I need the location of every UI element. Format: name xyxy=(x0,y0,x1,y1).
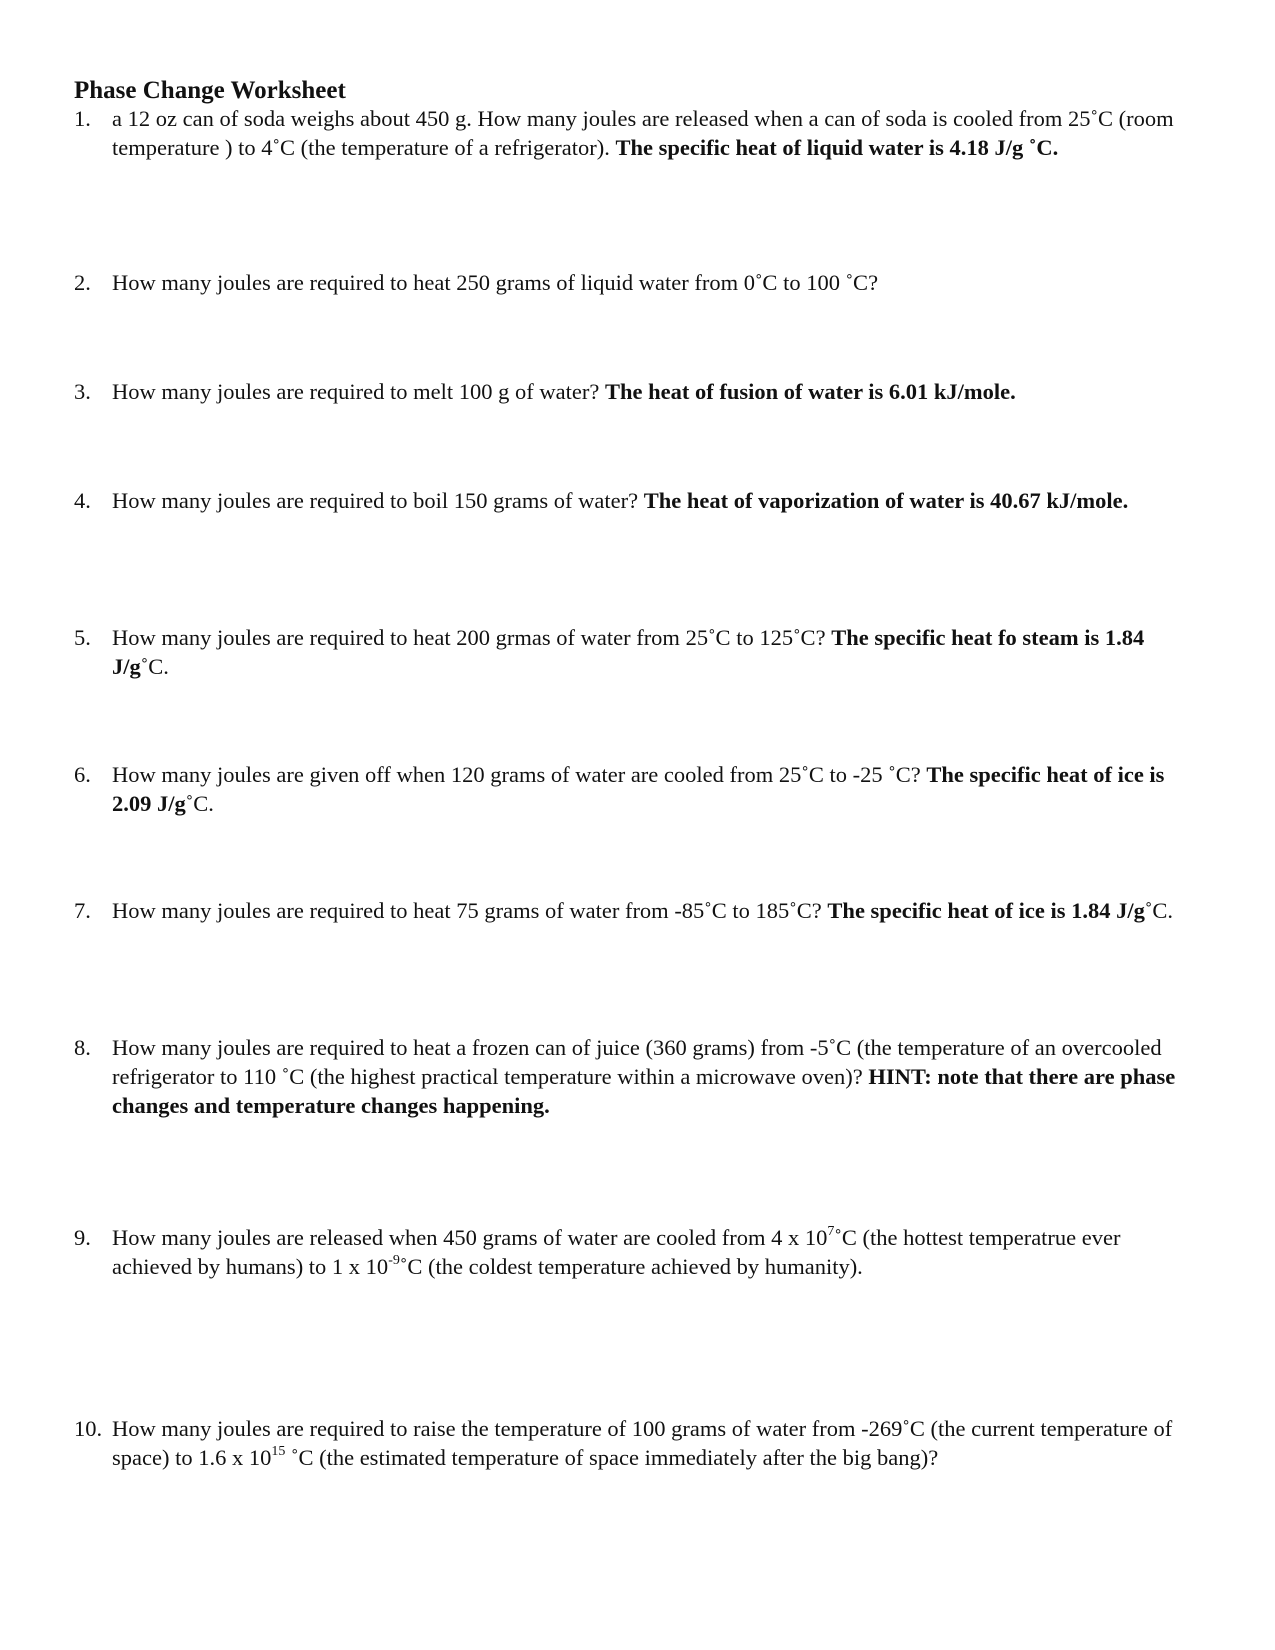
exponent: -9 xyxy=(388,1252,400,1268)
question-number: 2. xyxy=(74,270,91,295)
question-unit-tail: ˚C. xyxy=(140,654,169,679)
exponent: 7 xyxy=(827,1223,835,1239)
question-given: The specific heat of ice is 2.09 J/g xyxy=(112,762,1165,816)
question-7 xyxy=(74,896,1204,925)
question-given: The heat of fusion of water is 6.01 kJ/mole. xyxy=(604,379,1016,404)
question-text: How many joules are released when 450 grams of water are cooled from 4 x 10 xyxy=(112,1225,828,1250)
question-text: How many joules are required to melt 100 g of water? xyxy=(112,379,605,404)
question-hint: HINT: note that there are phase changes and temperature changes happening. xyxy=(112,1064,1176,1118)
question-unit-tail: ˚C. xyxy=(185,791,214,816)
question-given: The specific heat fo steam is 1.84 J/g xyxy=(112,625,1145,679)
question-number: 6. xyxy=(74,762,91,787)
question-8 xyxy=(74,1033,1204,1120)
question-2 xyxy=(74,268,1204,297)
question-number: 3. xyxy=(74,379,91,404)
question-4 xyxy=(74,486,1204,515)
question-6 xyxy=(74,760,1204,818)
question-text: ˚C (the estimated temperature of space immediately after the big bang)? xyxy=(285,1445,939,1470)
question-number: 9. xyxy=(74,1225,91,1250)
question-number: 1. xyxy=(74,106,91,131)
question-text: ˚C (the coldest temperature achieved by humanity). xyxy=(399,1254,863,1279)
question-9 xyxy=(74,1223,1204,1281)
question-text: How many joules are required to heat 200 grmas of water from 25˚C to 125˚C? xyxy=(112,625,832,650)
question-unit-tail: ˚C. xyxy=(1144,898,1173,923)
question-given: The specific heat of liquid water is 4.18 J/g ˚C. xyxy=(615,135,1059,160)
question-text: How many joules are given off when 120 grams of water are cooled from 25˚C to -25 ˚C? xyxy=(112,762,927,787)
question-text: a 12 oz can of soda weighs about 450 g. How many joules are released when a can of soda is cooled from 25˚C (room temperature ) to 4˚C (the temperature of a refrigerator). xyxy=(112,106,1174,160)
question-number: 8. xyxy=(74,1035,91,1060)
question-text: How many joules are required to heat 75 grams of water from -85˚C to 185˚C? xyxy=(112,898,828,923)
page-title: Phase Change Worksheet xyxy=(74,77,346,104)
question-text: How many joules are required to heat 250 grams of liquid water from 0˚C to 100 ˚C? xyxy=(112,270,879,295)
question-5 xyxy=(74,623,1204,681)
question-3 xyxy=(74,377,1204,406)
question-text: How many joules are required to boil 150 grams of water? xyxy=(112,488,644,513)
question-10 xyxy=(74,1414,1204,1472)
question-number: 5. xyxy=(74,625,91,650)
question-number: 10. xyxy=(74,1416,103,1441)
question-number: 7. xyxy=(74,898,91,923)
question-given: The specific heat of ice is 1.84 J/g xyxy=(827,898,1145,923)
question-number: 4. xyxy=(74,488,91,513)
exponent: 15 xyxy=(271,1443,286,1459)
question-1 xyxy=(74,104,1204,162)
question-text: How many joules are required to heat a frozen can of juice (360 grams) from -5˚C (the temperature of an overcooled refrigerator to 110 ˚C (the highest practical temperature within a microwave oven)? xyxy=(112,1035,1162,1089)
question-text: How many joules are required to raise the temperature of 100 grams of water from -269˚C (the current temperature of space) to 1.6 x 10 xyxy=(112,1416,1173,1470)
question-text: ˚C (the hottest temperatrue ever achieved by humans) to 1 x 10 xyxy=(112,1225,1121,1279)
question-given: The heat of vaporization of water is 40.67 kJ/mole. xyxy=(643,488,1129,513)
